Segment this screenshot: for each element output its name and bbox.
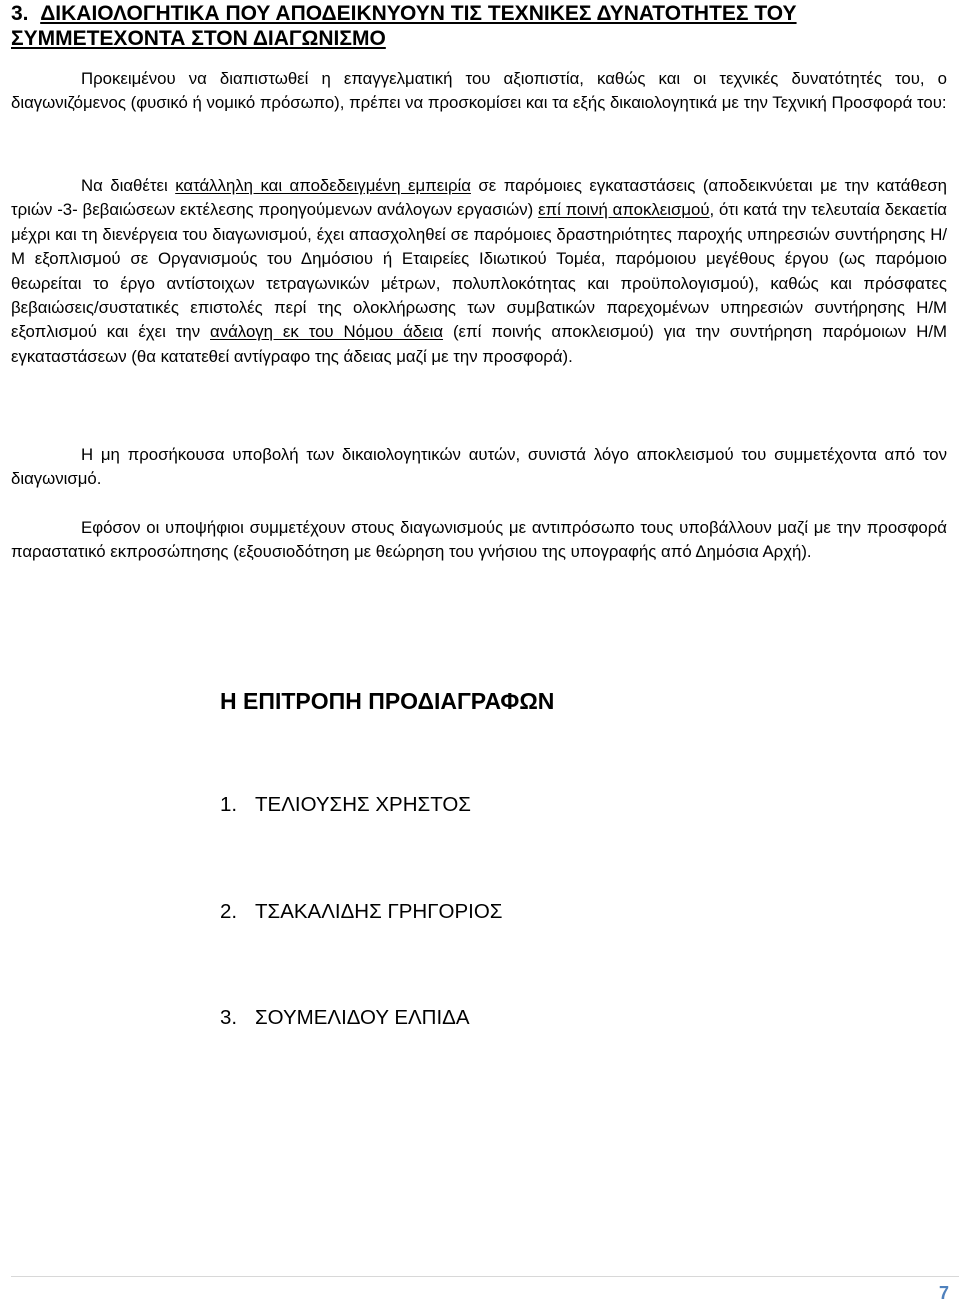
p2-underlined-license: ανάλογη εκ του Νόμου άδεια [210, 322, 444, 342]
p2-text-e: , ότι κατά την τελευταία δεκαετία μέχρι και τη διενέργεια του διαγωνισμού, έχει απασχοληθεί σε παρόμοιες δραστηριότητες παροχής υπηρεσιών συντήρησης Η/Μ εξοπλισμού σε Οργανισμούς του Δημόσιου ή Εταιρείες Ιδιωτικού Τομέα, παρόμοιου μεγέθους έργου (ως παρόμοιο θεωρείται το έργο αντίστοιχων τετραγωνικών μέτρων, πολυπλοκότητας και προϋπολογισμού), καθώς και πρόσφατες βεβαιώσεις/συστατικές επιστολές περί της ολοκλήρωσης των συμβατικών παρεχομένων υπηρεσιών συντήρησης Η/Μ εξοπλισμού και έχει την [11, 200, 947, 342]
p2-text-c: σε παρόμοιες εγκαταστάσεις (αποδεικνύεται με την κατάθεση τριών -3- βεβαιώσεων εκτέλεσης προηγούμενων ανάλογων εργασιών) [11, 176, 947, 220]
section-number: 3. [11, 2, 29, 25]
section-heading [11, 1, 946, 51]
member-number: 1. [220, 793, 238, 816]
p2-text-a: Να διαθέτει [81, 176, 176, 195]
member-number: 3. [220, 1006, 238, 1029]
page-number: 7 [938, 1283, 949, 1303]
footer-divider [11, 1276, 959, 1277]
member-number: 2. [220, 900, 238, 923]
member-name: ΣΟΥΜΕΛΙΔΟΥ ΕΛΠΙΔΑ [255, 1006, 470, 1029]
committee-title: Η ΕΠΙΤΡΟΠΗ ΠΡΟΔΙΑΓΡΑΦΩΝ [220, 688, 555, 714]
paragraph-intro: Προκειμένου να διαπιστωθεί η επαγγελματική του αξιοπιστία, καθώς και οι τεχνικές δυνατότητές του, ο διαγωνιζόμενος (φυσικό ή νομικό πρόσωπο), πρέπει να προσκομίσει και τα εξής δικαιολογητικά με την Τεχνική Προσφορά του: [11, 69, 947, 113]
paragraph-exclusion: Η μη προσήκουσα υποβολή των δικαιολογητικών αυτών, συνιστά λόγο αποκλεισμού του συμμετέχοντα από τον διαγωνισμό. [11, 445, 947, 489]
paragraph-representation: Εφόσον οι υποψήφιοι συμμετέχουν στους διαγωνισμούς με αντιπρόσωπο τους υποβάλλουν μαζί με την προσφορά παραστατικό εκπροσώπησης (εξουσιοδότηση με θεώρηση του γνήσιου της υπογραφής από Δημόσια Αρχή). [11, 518, 947, 562]
p2-underlined-exclusion: επί ποινή αποκλεισμού [538, 200, 710, 220]
committee-member [220, 792, 471, 818]
section-title: ΔΙΚΑΙΟΛΟΓΗΤΙΚΑ ΠΟΥ ΑΠΟΔΕΙΚΝΥΟΥΝ ΤΙΣ ΤΕΧΝΙΚΕΣ ΔΥΝΑΤΟΤΗΤΕΣ ΤΟΥ ΣΥΜΜΕΤΕΧΟΝΤΑ ΣΤΟΝ ΔΙΑΓΩΝΙΣΜΟ [11, 2, 797, 50]
member-name: ΤΣΑΚΑΛΙΔΗΣ ΓΡΗΓΟΡΙΟΣ [255, 900, 503, 923]
committee-member [220, 1005, 470, 1031]
paragraph-experience-requirement [11, 174, 947, 369]
member-name: ΤΕΛΙΟΥΣΗΣ ΧΡΗΣΤΟΣ [255, 793, 471, 816]
p2-text-g: (επί ποινής αποκλεισμού) για την συντήρηση παρόμοιων Η/Μ εγκαταστάσεων (θα κατατεθεί αντίγραφο της άδειας μαζί με την προσφορά). [11, 322, 947, 366]
p2-underlined-experience: κατάλληλη και αποδεδειγμένη εμπειρία [175, 176, 471, 195]
committee-member [220, 899, 502, 925]
